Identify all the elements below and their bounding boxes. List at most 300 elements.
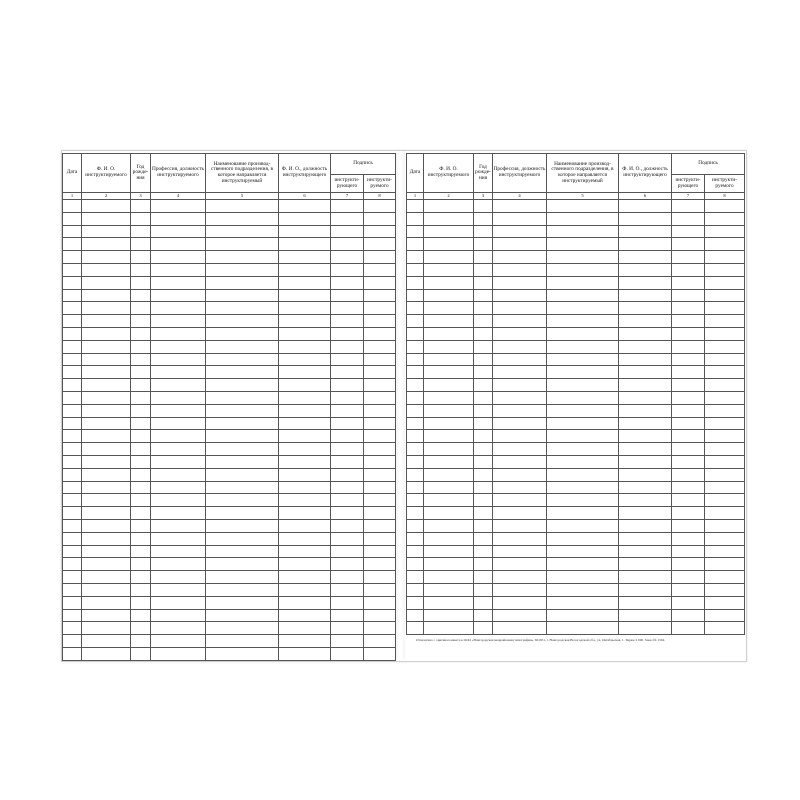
table-cell <box>424 289 474 302</box>
table-cell <box>331 545 364 558</box>
table-cell <box>151 609 206 622</box>
table-cell <box>424 315 474 328</box>
table-cell <box>331 200 364 213</box>
table-cell <box>619 391 672 404</box>
table-cell <box>672 571 705 584</box>
table-cell <box>407 583 424 596</box>
table-row <box>63 251 396 264</box>
table-cell <box>619 507 672 520</box>
table-cell <box>131 404 151 417</box>
table-cell <box>63 494 82 507</box>
table-cell <box>424 200 474 213</box>
table-cell <box>619 327 672 340</box>
right-page-rows <box>407 200 745 635</box>
table-cell <box>705 238 745 251</box>
table-cell <box>672 251 705 264</box>
table-cell <box>705 481 745 494</box>
table-cell <box>364 519 396 532</box>
table-cell <box>331 379 364 392</box>
table-cell <box>131 455 151 468</box>
table-cell <box>493 225 547 238</box>
table-cell <box>364 545 396 558</box>
table-cell <box>424 494 474 507</box>
table-cell <box>364 353 396 366</box>
table-cell <box>705 302 745 315</box>
table-cell <box>206 455 279 468</box>
table-cell <box>131 622 151 635</box>
table-cell <box>493 596 547 609</box>
table-cell <box>151 417 206 430</box>
table-row <box>63 647 396 660</box>
table-cell <box>206 507 279 520</box>
table-cell <box>364 455 396 468</box>
table-cell <box>82 494 131 507</box>
table-cell <box>364 417 396 430</box>
table-cell <box>474 609 493 622</box>
table-cell <box>424 507 474 520</box>
table-cell <box>619 238 672 251</box>
table-cell <box>279 507 331 520</box>
table-cell <box>331 609 364 622</box>
column-number: 6 <box>619 193 672 200</box>
table-cell <box>547 545 619 558</box>
table-cell <box>493 583 547 596</box>
table-cell <box>131 327 151 340</box>
table-cell <box>493 276 547 289</box>
table-cell <box>424 327 474 340</box>
table-cell <box>705 468 745 481</box>
table-cell <box>619 545 672 558</box>
column-number: 5 <box>547 193 619 200</box>
column-number: 5 <box>206 193 279 200</box>
table-cell <box>493 212 547 225</box>
table-cell <box>424 404 474 417</box>
table-cell <box>672 276 705 289</box>
table-cell <box>672 494 705 507</box>
table-cell <box>493 519 547 532</box>
table-cell <box>131 596 151 609</box>
table-cell <box>407 315 424 328</box>
table-cell <box>619 200 672 213</box>
table-row <box>63 340 396 353</box>
column-profession-header: Профессия, должность инструктируемого <box>151 154 206 193</box>
table-cell <box>151 507 206 520</box>
table-cell <box>364 302 396 315</box>
table-cell <box>672 391 705 404</box>
table-cell <box>705 366 745 379</box>
table-cell <box>151 635 206 648</box>
table-cell <box>474 507 493 520</box>
table-cell <box>279 545 331 558</box>
table-cell <box>547 519 619 532</box>
table-cell <box>206 494 279 507</box>
table-cell <box>206 519 279 532</box>
table-cell <box>474 327 493 340</box>
table-cell <box>364 494 396 507</box>
table-cell <box>206 596 279 609</box>
column-number: 3 <box>474 193 493 200</box>
table-cell <box>63 238 82 251</box>
table-row <box>407 507 745 520</box>
table-row <box>407 263 745 276</box>
table-row <box>407 340 745 353</box>
table-cell <box>63 545 82 558</box>
table-cell <box>547 302 619 315</box>
table-cell <box>493 455 547 468</box>
table-cell <box>364 647 396 660</box>
table-cell <box>63 635 82 648</box>
table-cell <box>493 391 547 404</box>
table-cell <box>151 404 206 417</box>
table-cell <box>474 455 493 468</box>
table-cell <box>705 583 745 596</box>
table-row <box>407 417 745 430</box>
table-cell <box>331 583 364 596</box>
table-cell <box>474 379 493 392</box>
table-cell <box>474 596 493 609</box>
table-cell <box>364 366 396 379</box>
table-cell <box>331 647 364 660</box>
table-row <box>63 596 396 609</box>
table-cell <box>619 404 672 417</box>
table-cell <box>82 315 131 328</box>
table-cell <box>619 571 672 584</box>
table-cell <box>705 443 745 456</box>
table-cell <box>493 443 547 456</box>
table-cell <box>407 545 424 558</box>
column-sig-instructed-header: инструкти-руемого <box>705 175 745 193</box>
table-cell <box>407 212 424 225</box>
table-cell <box>547 289 619 302</box>
table-cell <box>672 532 705 545</box>
table-cell <box>63 519 82 532</box>
table-cell <box>364 200 396 213</box>
table-cell <box>331 443 364 456</box>
table-cell <box>151 225 206 238</box>
table-cell <box>331 302 364 315</box>
column-instructor-header: Ф. И. О., должность инструктирующего <box>279 154 331 193</box>
column-number: 4 <box>151 193 206 200</box>
table-cell <box>63 340 82 353</box>
table-cell <box>474 417 493 430</box>
table-cell <box>206 430 279 443</box>
table-cell <box>672 622 705 635</box>
table-cell <box>279 430 331 443</box>
column-sig-instructor-header: инструкти-рующего <box>672 175 705 193</box>
table-cell <box>619 455 672 468</box>
table-cell <box>547 417 619 430</box>
table-cell <box>63 430 82 443</box>
table-cell <box>82 571 131 584</box>
column-name-header: Ф. И. О. инструктируемого <box>424 154 474 193</box>
table-cell <box>206 263 279 276</box>
table-cell <box>364 263 396 276</box>
table-cell <box>407 494 424 507</box>
table-row <box>63 532 396 545</box>
table-cell <box>424 366 474 379</box>
table-cell <box>151 379 206 392</box>
table-cell <box>619 315 672 328</box>
table-cell <box>131 340 151 353</box>
table-cell <box>493 622 547 635</box>
table-cell <box>407 571 424 584</box>
table-cell <box>547 443 619 456</box>
column-sig-instructed-header: инструкти-руемого <box>364 175 396 193</box>
table-cell <box>619 558 672 571</box>
table-cell <box>331 251 364 264</box>
table-cell <box>364 238 396 251</box>
table-cell <box>547 571 619 584</box>
table-cell <box>474 519 493 532</box>
table-cell <box>131 635 151 648</box>
table-row <box>407 571 745 584</box>
table-cell <box>63 558 82 571</box>
table-cell <box>474 391 493 404</box>
table-cell <box>331 519 364 532</box>
table-cell <box>424 558 474 571</box>
table-cell <box>206 635 279 648</box>
table-cell <box>63 200 82 213</box>
table-cell <box>279 238 331 251</box>
table-cell <box>364 212 396 225</box>
table-cell <box>407 481 424 494</box>
table-cell <box>424 468 474 481</box>
table-cell <box>63 583 82 596</box>
table-cell <box>705 200 745 213</box>
table-cell <box>63 647 82 660</box>
table-cell <box>493 340 547 353</box>
table-cell <box>82 327 131 340</box>
table-cell <box>364 340 396 353</box>
table-cell <box>474 212 493 225</box>
table-cell <box>547 481 619 494</box>
table-cell <box>151 289 206 302</box>
table-cell <box>279 596 331 609</box>
table-row <box>63 443 396 456</box>
table-cell <box>206 404 279 417</box>
table-cell <box>279 494 331 507</box>
table-cell <box>407 558 424 571</box>
table-cell <box>619 468 672 481</box>
table-cell <box>63 571 82 584</box>
table-cell <box>364 532 396 545</box>
table-cell <box>63 532 82 545</box>
table-cell <box>331 276 364 289</box>
table-cell <box>493 404 547 417</box>
table-cell <box>407 468 424 481</box>
table-cell <box>151 545 206 558</box>
table-cell <box>364 507 396 520</box>
table-row <box>63 622 396 635</box>
table-row <box>407 494 745 507</box>
table-cell <box>82 366 131 379</box>
table-cell <box>407 340 424 353</box>
table-cell <box>407 596 424 609</box>
table-cell <box>131 558 151 571</box>
table-cell <box>619 417 672 430</box>
table-cell <box>151 455 206 468</box>
table-cell <box>131 238 151 251</box>
table-cell <box>474 276 493 289</box>
table-cell <box>151 340 206 353</box>
table-cell <box>705 391 745 404</box>
table-cell <box>705 430 745 443</box>
table-cell <box>672 481 705 494</box>
table-cell <box>705 455 745 468</box>
table-cell <box>331 468 364 481</box>
table-cell <box>493 494 547 507</box>
table-row <box>407 225 745 238</box>
table-cell <box>279 225 331 238</box>
table-cell <box>493 507 547 520</box>
table-cell <box>547 225 619 238</box>
column-date-header: Дата <box>63 154 82 193</box>
table-row <box>63 327 396 340</box>
table-cell <box>547 391 619 404</box>
table-cell <box>151 571 206 584</box>
table-cell <box>493 558 547 571</box>
page-gutter <box>396 151 405 659</box>
table-cell <box>547 468 619 481</box>
table-cell <box>705 404 745 417</box>
table-cell <box>407 532 424 545</box>
table-cell <box>206 238 279 251</box>
table-cell <box>672 507 705 520</box>
table-cell <box>474 366 493 379</box>
table-cell <box>63 481 82 494</box>
table-cell <box>364 609 396 622</box>
left-page <box>62 151 395 659</box>
table-cell <box>364 430 396 443</box>
table-cell <box>151 238 206 251</box>
table-cell <box>131 391 151 404</box>
table-cell <box>82 340 131 353</box>
table-cell <box>331 315 364 328</box>
table-cell <box>705 622 745 635</box>
table-cell <box>474 443 493 456</box>
table-cell <box>407 200 424 213</box>
table-cell <box>493 430 547 443</box>
table-cell <box>279 404 331 417</box>
table-cell <box>364 443 396 456</box>
table-cell <box>279 443 331 456</box>
table-cell <box>705 545 745 558</box>
table-cell <box>131 481 151 494</box>
table-row <box>63 417 396 430</box>
table-cell <box>206 251 279 264</box>
table-cell <box>705 596 745 609</box>
printer-footer-note: Отпечатано с оригинал-макета в ООО «Новгородская межрайонная типография», 601651, г. Новгородская Вологодской обл., ул. Октябрьская, 1. Тираж 2 000. Заказ № 1304. <box>416 638 665 642</box>
table-cell <box>424 519 474 532</box>
table-cell <box>493 545 547 558</box>
table-cell <box>131 430 151 443</box>
table-cell <box>206 340 279 353</box>
table-cell <box>279 212 331 225</box>
table-cell <box>131 647 151 660</box>
table-cell <box>424 251 474 264</box>
table-cell <box>82 200 131 213</box>
table-cell <box>331 353 364 366</box>
table-cell <box>474 468 493 481</box>
column-date-header: Дата <box>407 154 424 193</box>
table-cell <box>151 276 206 289</box>
table-cell <box>82 481 131 494</box>
table-row <box>407 622 745 635</box>
table-cell <box>63 353 82 366</box>
table-cell <box>493 468 547 481</box>
table-cell <box>279 353 331 366</box>
table-cell <box>672 430 705 443</box>
table-row <box>63 558 396 571</box>
table-row <box>407 430 745 443</box>
table-row <box>63 379 396 392</box>
table-cell <box>131 200 151 213</box>
table-row <box>407 404 745 417</box>
table-cell <box>279 263 331 276</box>
table-cell <box>131 251 151 264</box>
table-row <box>63 315 396 328</box>
table-cell <box>407 443 424 456</box>
table-cell <box>63 315 82 328</box>
table-row <box>63 494 396 507</box>
table-cell <box>407 609 424 622</box>
table-row <box>407 315 745 328</box>
table-cell <box>547 430 619 443</box>
table-cell <box>63 391 82 404</box>
table-cell <box>82 596 131 609</box>
table-cell <box>619 430 672 443</box>
table-cell <box>151 519 206 532</box>
table-row <box>407 596 745 609</box>
table-cell <box>63 596 82 609</box>
table-row <box>63 468 396 481</box>
table-cell <box>493 251 547 264</box>
table-cell <box>672 519 705 532</box>
table-cell <box>82 276 131 289</box>
table-cell <box>424 571 474 584</box>
table-row <box>407 379 745 392</box>
table-cell <box>279 609 331 622</box>
table-row <box>407 238 745 251</box>
table-cell <box>131 289 151 302</box>
table-row <box>407 545 745 558</box>
table-cell <box>672 200 705 213</box>
table-cell <box>151 468 206 481</box>
table-cell <box>279 276 331 289</box>
table-cell <box>547 276 619 289</box>
column-birth-year-header: Год рожде-ния <box>474 154 493 193</box>
table-cell <box>672 315 705 328</box>
table-cell <box>364 289 396 302</box>
table-cell <box>131 302 151 315</box>
table-cell <box>474 558 493 571</box>
table-cell <box>619 596 672 609</box>
table-cell <box>151 430 206 443</box>
table-cell <box>672 596 705 609</box>
table-cell <box>474 583 493 596</box>
table-cell <box>82 353 131 366</box>
table-cell <box>206 391 279 404</box>
table-cell <box>547 238 619 251</box>
table-cell <box>705 276 745 289</box>
table-cell <box>279 391 331 404</box>
table-cell <box>151 443 206 456</box>
table-cell <box>547 315 619 328</box>
table-cell <box>151 596 206 609</box>
table-cell <box>672 289 705 302</box>
table-cell <box>331 494 364 507</box>
column-number: 7 <box>331 193 364 200</box>
